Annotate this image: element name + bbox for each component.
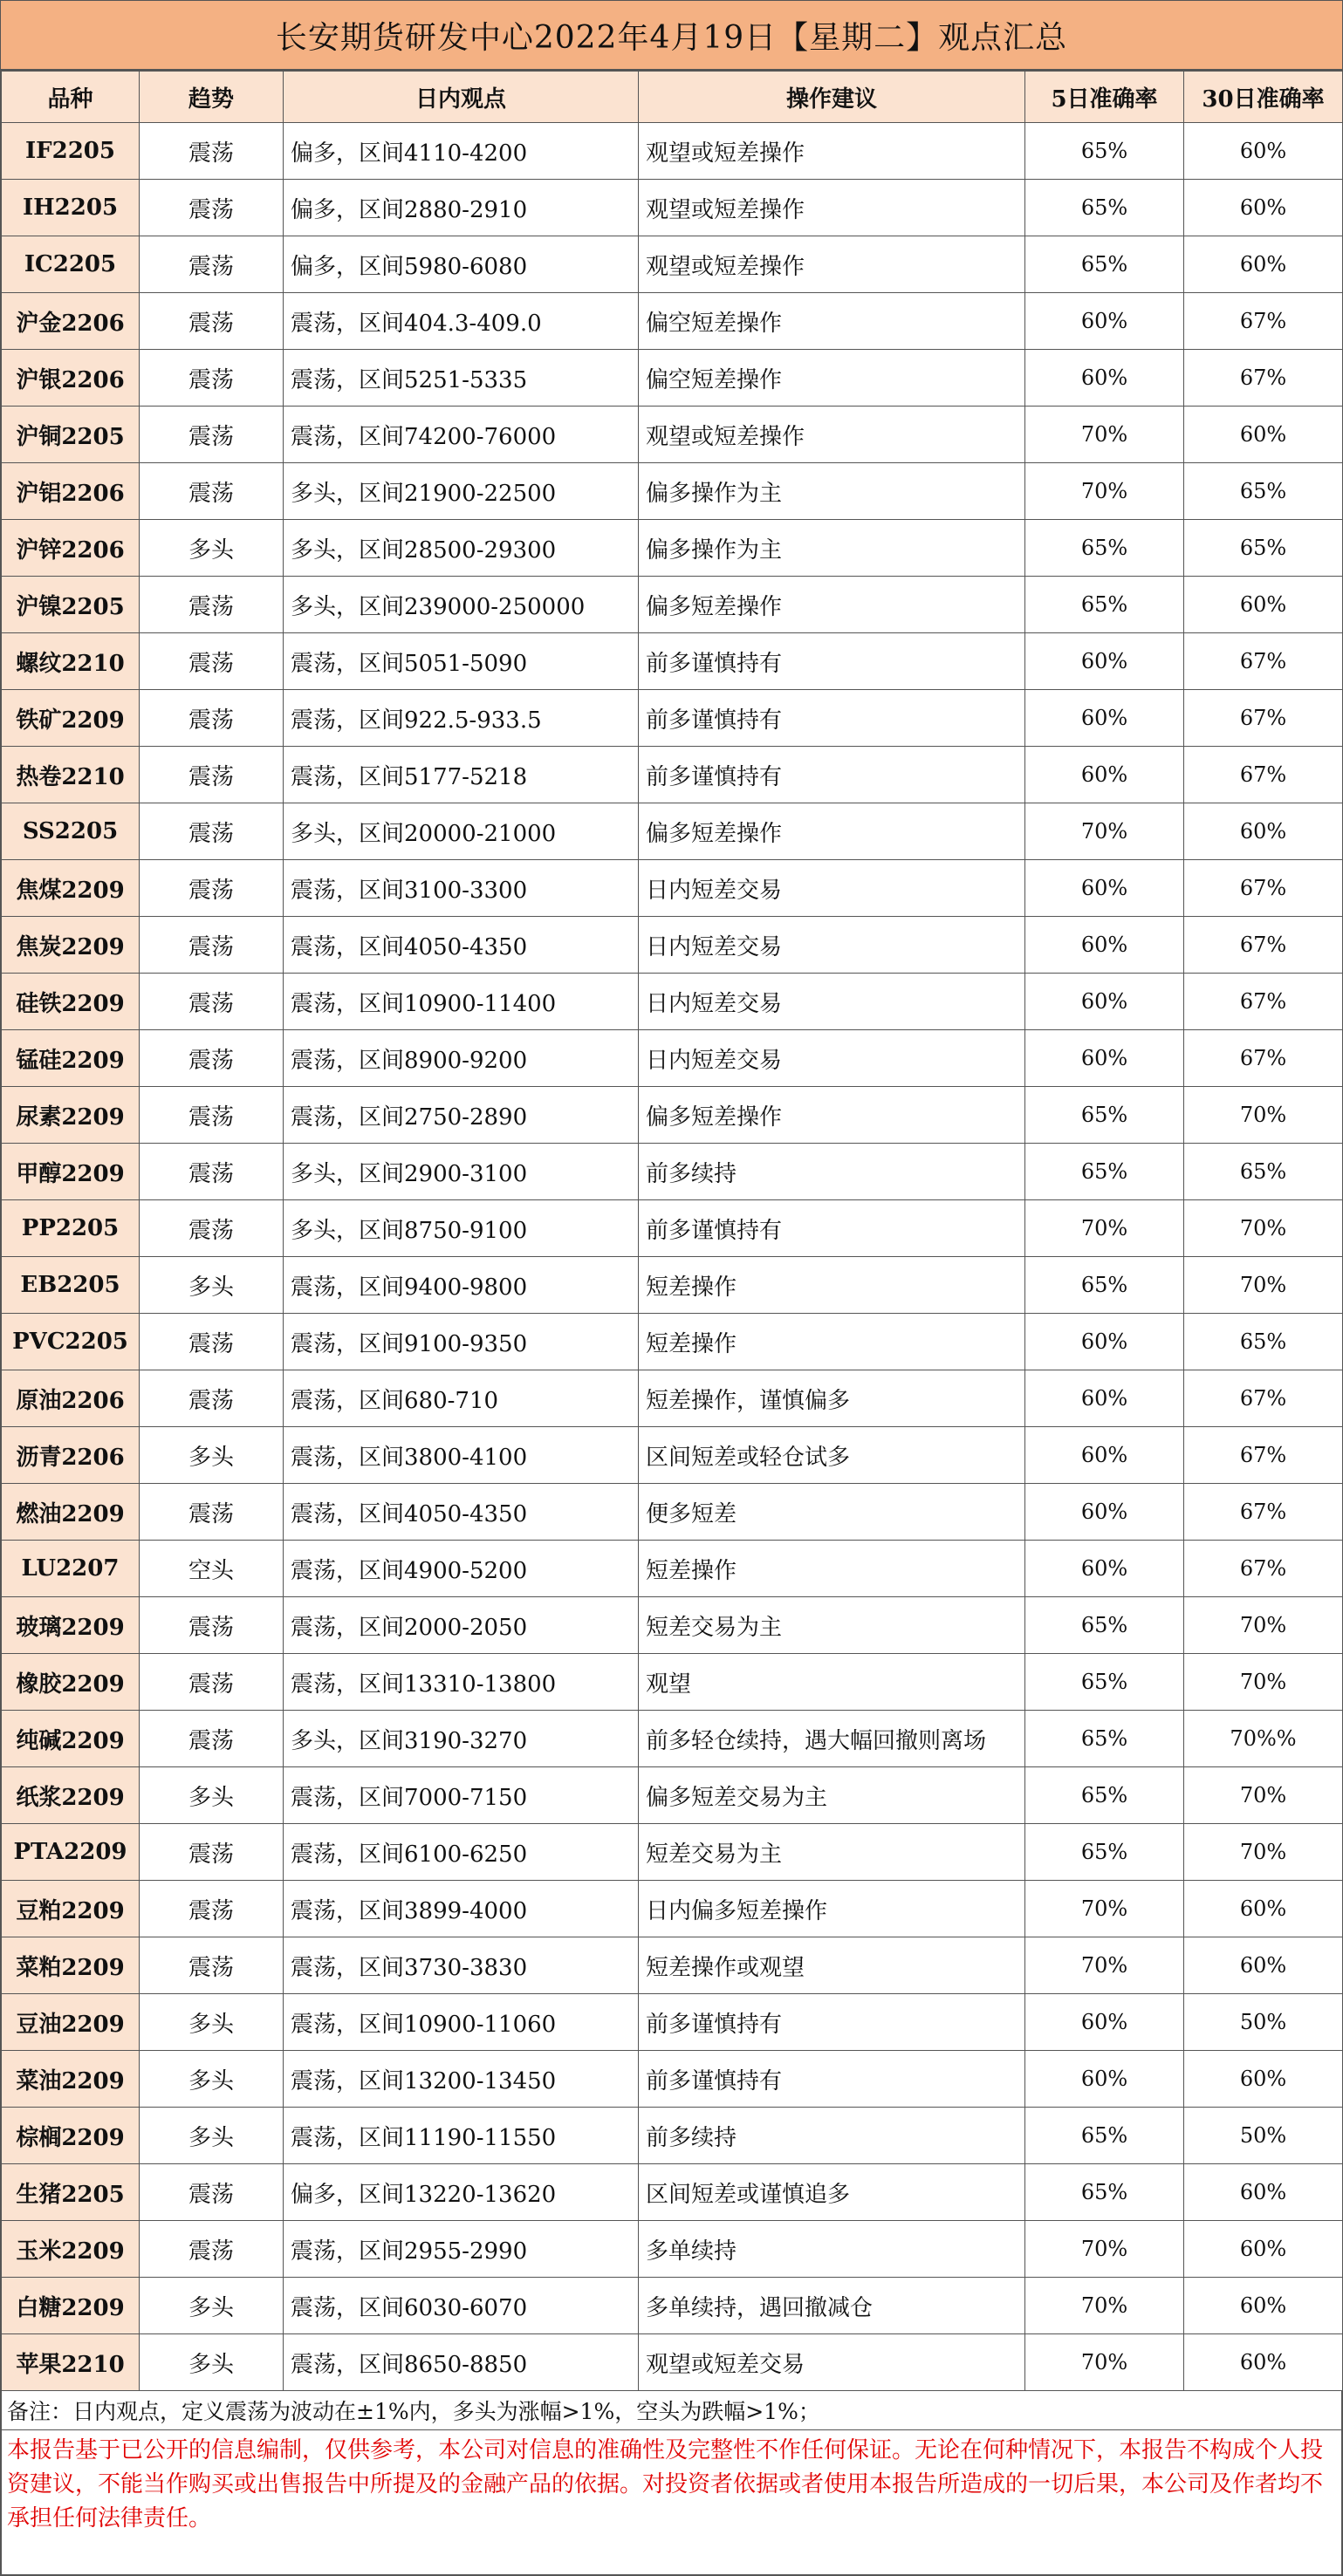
table-row — [2, 1484, 1343, 1541]
intraday-view-cell: 多头，区间28500-29300 — [284, 520, 639, 577]
variety-cell: 玻璃2209 — [2, 1597, 140, 1654]
trend-cell: 震荡 — [140, 633, 284, 690]
advice-cell: 观望或短差交易 — [639, 2334, 1025, 2391]
intraday-view-cell: 震荡，区间2000-2050 — [284, 1597, 639, 1654]
table-row — [2, 860, 1343, 917]
intraday-view-cell: 震荡，区间3100-3300 — [284, 860, 639, 917]
accuracy-5day-cell: 65% — [1025, 1767, 1184, 1824]
intraday-view-cell: 震荡，区间2750-2890 — [284, 1087, 639, 1144]
table-row — [2, 1030, 1343, 1087]
intraday-view-cell: 偏多，区间4110-4200 — [284, 123, 639, 180]
advice-cell: 偏空短差操作 — [639, 293, 1025, 350]
intraday-view-cell: 震荡，区间74200-76000 — [284, 407, 639, 463]
table-row — [2, 2164, 1343, 2221]
accuracy-5day-cell: 60% — [1025, 633, 1184, 690]
variety-cell: 纸浆2209 — [2, 1767, 140, 1824]
table-row — [2, 1314, 1343, 1370]
advice-cell: 前多轻仓续持，遇大幅回撤则离场 — [639, 1711, 1025, 1767]
report-title: 长安期货研发中心2022年4月19日【星期二】观点汇总 — [1, 1, 1342, 71]
accuracy-5day-cell: 70% — [1025, 803, 1184, 860]
trend-cell: 震荡 — [140, 123, 284, 180]
variety-cell: 沪铜2205 — [2, 407, 140, 463]
table-row — [2, 407, 1343, 463]
accuracy-5day-cell: 70% — [1025, 407, 1184, 463]
header-row — [2, 72, 1343, 123]
intraday-view-cell: 震荡，区间13200-13450 — [284, 2051, 639, 2108]
accuracy-5day-cell: 65% — [1025, 236, 1184, 293]
advice-cell: 前多谨慎持有 — [639, 633, 1025, 690]
table-row — [2, 803, 1343, 860]
accuracy-5day-cell: 60% — [1025, 690, 1184, 747]
advice-cell: 观望 — [639, 1654, 1025, 1711]
table-row — [2, 633, 1343, 690]
advice-cell: 偏空短差操作 — [639, 350, 1025, 407]
variety-cell: SS2205 — [2, 803, 140, 860]
intraday-view-cell: 多头，区间239000-250000 — [284, 577, 639, 633]
trend-cell: 多头 — [140, 1257, 284, 1314]
accuracy-30day-cell: 70%% — [1184, 1711, 1343, 1767]
accuracy-30day-cell: 67% — [1184, 690, 1343, 747]
advice-cell: 短差操作，谨慎偏多 — [639, 1370, 1025, 1427]
advice-cell: 短差交易为主 — [639, 1824, 1025, 1881]
intraday-view-cell: 震荡，区间13310-13800 — [284, 1654, 639, 1711]
intraday-view-cell: 多头，区间20000-21000 — [284, 803, 639, 860]
advice-cell: 偏多短差交易为主 — [639, 1767, 1025, 1824]
accuracy-5day-cell: 60% — [1025, 1541, 1184, 1597]
accuracy-5day-cell: 70% — [1025, 2278, 1184, 2334]
advice-cell: 日内短差交易 — [639, 1030, 1025, 1087]
accuracy-5day-cell: 65% — [1025, 1824, 1184, 1881]
advice-cell: 区间短差或轻仓试多 — [639, 1427, 1025, 1484]
variety-cell: 白糖2209 — [2, 2278, 140, 2334]
accuracy-30day-cell: 50% — [1184, 2108, 1343, 2164]
accuracy-30day-cell: 65% — [1184, 520, 1343, 577]
table-row — [2, 577, 1343, 633]
advice-cell: 偏多短差操作 — [639, 577, 1025, 633]
advice-cell: 多单续持 — [639, 2221, 1025, 2278]
intraday-view-cell: 震荡，区间4900-5200 — [284, 1541, 639, 1597]
advice-cell: 多单续持，遇回撤减仓 — [639, 2278, 1025, 2334]
variety-cell: 苹果2210 — [2, 2334, 140, 2391]
accuracy-5day-cell: 60% — [1025, 293, 1184, 350]
accuracy-5day-cell: 60% — [1025, 917, 1184, 974]
variety-cell: 沪银2206 — [2, 350, 140, 407]
trend-cell: 震荡 — [140, 1597, 284, 1654]
advice-cell: 短差操作或观望 — [639, 1937, 1025, 1994]
trend-cell: 震荡 — [140, 1654, 284, 1711]
intraday-view-cell: 偏多，区间2880-2910 — [284, 180, 639, 236]
accuracy-30day-cell: 70% — [1184, 1824, 1343, 1881]
variety-cell: 螺纹2210 — [2, 633, 140, 690]
trend-cell: 多头 — [140, 1767, 284, 1824]
accuracy-30day-cell: 70% — [1184, 1654, 1343, 1711]
trend-cell: 震荡 — [140, 463, 284, 520]
trend-cell: 多头 — [140, 2108, 284, 2164]
accuracy-5day-cell: 70% — [1025, 1937, 1184, 1994]
table-row — [2, 1937, 1343, 1994]
accuracy-30day-cell: 67% — [1184, 917, 1343, 974]
intraday-view-cell: 震荡，区间11190-11550 — [284, 2108, 639, 2164]
advice-cell: 前多续持 — [639, 1144, 1025, 1200]
trend-cell: 震荡 — [140, 2164, 284, 2221]
intraday-view-cell: 震荡，区间3899-4000 — [284, 1881, 639, 1937]
accuracy-5day-cell: 60% — [1025, 1314, 1184, 1370]
table-body — [2, 123, 1343, 2391]
variety-cell: IF2205 — [2, 123, 140, 180]
table-row — [2, 180, 1343, 236]
variety-cell: 原油2206 — [2, 1370, 140, 1427]
variety-cell: 铁矿2209 — [2, 690, 140, 747]
table-row — [2, 2221, 1343, 2278]
table-row — [2, 1654, 1343, 1711]
accuracy-30day-cell: 60% — [1184, 2334, 1343, 2391]
table-row — [2, 747, 1343, 803]
accuracy-5day-cell: 65% — [1025, 577, 1184, 633]
variety-cell: 焦炭2209 — [2, 917, 140, 974]
trend-cell: 震荡 — [140, 180, 284, 236]
intraday-view-cell: 多头，区间2900-3100 — [284, 1144, 639, 1200]
accuracy-30day-cell: 67% — [1184, 1370, 1343, 1427]
variety-cell: 棕榈2209 — [2, 2108, 140, 2164]
variety-cell: 甲醇2209 — [2, 1144, 140, 1200]
accuracy-30day-cell: 70% — [1184, 1767, 1343, 1824]
intraday-view-cell: 震荡，区间922.5-933.5 — [284, 690, 639, 747]
variety-cell: 玉米2209 — [2, 2221, 140, 2278]
table-row — [2, 1541, 1343, 1597]
col-header-5day-accuracy: 5日准确率 — [1025, 72, 1184, 123]
advice-cell: 偏多短差操作 — [639, 803, 1025, 860]
trend-cell: 震荡 — [140, 1824, 284, 1881]
variety-cell: IC2205 — [2, 236, 140, 293]
variety-cell: 菜粕2209 — [2, 1937, 140, 1994]
accuracy-30day-cell: 60% — [1184, 180, 1343, 236]
accuracy-30day-cell: 67% — [1184, 747, 1343, 803]
accuracy-5day-cell: 65% — [1025, 1257, 1184, 1314]
intraday-view-cell: 震荡，区间2955-2990 — [284, 2221, 639, 2278]
table-row — [2, 1881, 1343, 1937]
intraday-view-cell: 震荡，区间8650-8850 — [284, 2334, 639, 2391]
footnote: 备注：日内观点，定义震荡为波动在±1%内，多头为涨幅>1%，空头为跌幅>1%； — [1, 2391, 1342, 2430]
intraday-view-cell: 震荡，区间5051-5090 — [284, 633, 639, 690]
variety-cell: 沪铝2206 — [2, 463, 140, 520]
variety-cell: 沥青2206 — [2, 1427, 140, 1484]
trend-cell: 震荡 — [140, 1087, 284, 1144]
advice-cell: 前多续持 — [639, 2108, 1025, 2164]
accuracy-30day-cell: 60% — [1184, 1937, 1343, 1994]
trend-cell: 多头 — [140, 2334, 284, 2391]
trend-cell: 多头 — [140, 1994, 284, 2051]
intraday-view-cell: 震荡，区间404.3-409.0 — [284, 293, 639, 350]
variety-cell: LU2207 — [2, 1541, 140, 1597]
trend-cell: 震荡 — [140, 236, 284, 293]
advice-cell: 便多短差 — [639, 1484, 1025, 1541]
trend-cell: 震荡 — [140, 1200, 284, 1257]
table-row — [2, 236, 1343, 293]
accuracy-5day-cell: 70% — [1025, 463, 1184, 520]
table-row — [2, 293, 1343, 350]
advice-cell: 短差操作 — [639, 1541, 1025, 1597]
trend-cell: 震荡 — [140, 974, 284, 1030]
disclaimer: 本报告基于已公开的信息编制，仅供参考，本公司对信息的准确性及完整性不作任何保证。无论在何种情况下，本报告不构成个人投资建议，不能当作购买或出售报告中所提及的金融产品的依据。对投资者依据或者使用本报告所造成的一切后果，本公司及作者均不承担任何法律责任。 — [1, 2430, 1342, 2575]
trend-cell: 震荡 — [140, 747, 284, 803]
accuracy-5day-cell: 65% — [1025, 123, 1184, 180]
intraday-view-cell: 偏多，区间13220-13620 — [284, 2164, 639, 2221]
intraday-view-cell: 震荡，区间4050-4350 — [284, 917, 639, 974]
accuracy-5day-cell: 60% — [1025, 1994, 1184, 2051]
variety-cell: 豆粕2209 — [2, 1881, 140, 1937]
advice-cell: 日内短差交易 — [639, 974, 1025, 1030]
variety-cell: 生猪2205 — [2, 2164, 140, 2221]
trend-cell: 震荡 — [140, 1484, 284, 1541]
variety-cell: 纯碱2209 — [2, 1711, 140, 1767]
accuracy-30day-cell: 60% — [1184, 123, 1343, 180]
accuracy-30day-cell: 50% — [1184, 1994, 1343, 2051]
advice-cell: 观望或短差操作 — [639, 407, 1025, 463]
intraday-view-cell: 多头，区间8750-9100 — [284, 1200, 639, 1257]
table-row — [2, 1767, 1343, 1824]
advice-cell: 日内偏多短差操作 — [639, 1881, 1025, 1937]
accuracy-30day-cell: 67% — [1184, 860, 1343, 917]
advice-cell: 前多谨慎持有 — [639, 2051, 1025, 2108]
table-row — [2, 463, 1343, 520]
variety-cell: 菜油2209 — [2, 2051, 140, 2108]
accuracy-5day-cell: 60% — [1025, 974, 1184, 1030]
trend-cell: 震荡 — [140, 1937, 284, 1994]
advice-cell: 前多谨慎持有 — [639, 1994, 1025, 2051]
accuracy-30day-cell: 60% — [1184, 2278, 1343, 2334]
advice-cell: 前多谨慎持有 — [639, 1200, 1025, 1257]
intraday-view-cell: 震荡，区间680-710 — [284, 1370, 639, 1427]
advice-cell: 观望或短差操作 — [639, 123, 1025, 180]
accuracy-5day-cell: 65% — [1025, 2108, 1184, 2164]
views-table — [1, 71, 1343, 2391]
advice-cell: 前多谨慎持有 — [639, 747, 1025, 803]
accuracy-30day-cell: 65% — [1184, 1144, 1343, 1200]
accuracy-30day-cell: 70% — [1184, 1200, 1343, 1257]
accuracy-5day-cell: 60% — [1025, 1370, 1184, 1427]
accuracy-30day-cell: 60% — [1184, 407, 1343, 463]
trend-cell: 多头 — [140, 1427, 284, 1484]
col-header-advice: 操作建议 — [639, 72, 1025, 123]
accuracy-30day-cell: 65% — [1184, 1314, 1343, 1370]
variety-cell: 热卷2210 — [2, 747, 140, 803]
accuracy-5day-cell: 60% — [1025, 860, 1184, 917]
accuracy-30day-cell: 60% — [1184, 2051, 1343, 2108]
accuracy-30day-cell: 70% — [1184, 1257, 1343, 1314]
table-row — [2, 917, 1343, 974]
table-row — [2, 974, 1343, 1030]
intraday-view-cell: 震荡，区间10900-11400 — [284, 974, 639, 1030]
variety-cell: 硅铁2209 — [2, 974, 140, 1030]
accuracy-5day-cell: 65% — [1025, 520, 1184, 577]
variety-cell: PTA2209 — [2, 1824, 140, 1881]
table-row — [2, 1427, 1343, 1484]
trend-cell: 多头 — [140, 2278, 284, 2334]
intraday-view-cell: 震荡，区间4050-4350 — [284, 1484, 639, 1541]
accuracy-30day-cell: 67% — [1184, 633, 1343, 690]
table-row — [2, 1370, 1343, 1427]
accuracy-30day-cell: 65% — [1184, 463, 1343, 520]
intraday-view-cell: 震荡，区间8900-9200 — [284, 1030, 639, 1087]
trend-cell: 震荡 — [140, 1881, 284, 1937]
variety-cell: EB2205 — [2, 1257, 140, 1314]
intraday-view-cell: 震荡，区间9100-9350 — [284, 1314, 639, 1370]
trend-cell: 震荡 — [140, 690, 284, 747]
table-row — [2, 350, 1343, 407]
accuracy-5day-cell: 65% — [1025, 180, 1184, 236]
accuracy-5day-cell: 65% — [1025, 1654, 1184, 1711]
intraday-view-cell: 多头，区间3190-3270 — [284, 1711, 639, 1767]
accuracy-5day-cell: 65% — [1025, 2164, 1184, 2221]
table-row — [2, 520, 1343, 577]
table-row — [2, 1087, 1343, 1144]
variety-cell: 尿素2209 — [2, 1087, 140, 1144]
intraday-view-cell: 震荡，区间3800-4100 — [284, 1427, 639, 1484]
table-row — [2, 1257, 1343, 1314]
accuracy-30day-cell: 67% — [1184, 1484, 1343, 1541]
advice-cell: 短差操作 — [639, 1257, 1025, 1314]
trend-cell: 震荡 — [140, 1314, 284, 1370]
intraday-view-cell: 震荡，区间6030-6070 — [284, 2278, 639, 2334]
advice-cell: 前多谨慎持有 — [639, 690, 1025, 747]
intraday-view-cell: 多头，区间21900-22500 — [284, 463, 639, 520]
table-row — [2, 2278, 1343, 2334]
intraday-view-cell: 震荡，区间9400-9800 — [284, 1257, 639, 1314]
accuracy-5day-cell: 70% — [1025, 1881, 1184, 1937]
variety-cell: 橡胶2209 — [2, 1654, 140, 1711]
advice-cell: 短差操作 — [639, 1314, 1025, 1370]
trend-cell: 震荡 — [140, 803, 284, 860]
trend-cell: 震荡 — [140, 293, 284, 350]
accuracy-30day-cell: 60% — [1184, 577, 1343, 633]
accuracy-30day-cell: 60% — [1184, 803, 1343, 860]
accuracy-30day-cell: 67% — [1184, 1030, 1343, 1087]
trend-cell: 震荡 — [140, 407, 284, 463]
accuracy-5day-cell: 60% — [1025, 2051, 1184, 2108]
variety-cell: PVC2205 — [2, 1314, 140, 1370]
trend-cell: 震荡 — [140, 350, 284, 407]
table-row — [2, 2051, 1343, 2108]
accuracy-5day-cell: 65% — [1025, 1711, 1184, 1767]
advice-cell: 偏多操作为主 — [639, 463, 1025, 520]
intraday-view-cell: 震荡，区间5177-5218 — [284, 747, 639, 803]
accuracy-5day-cell: 60% — [1025, 1427, 1184, 1484]
table-row — [2, 1200, 1343, 1257]
accuracy-5day-cell: 70% — [1025, 2221, 1184, 2278]
advice-cell: 观望或短差操作 — [639, 236, 1025, 293]
table-row — [2, 2108, 1343, 2164]
variety-cell: PP2205 — [2, 1200, 140, 1257]
accuracy-5day-cell: 70% — [1025, 2334, 1184, 2391]
table-row — [2, 2334, 1343, 2391]
accuracy-5day-cell: 60% — [1025, 350, 1184, 407]
advice-cell: 日内短差交易 — [639, 917, 1025, 974]
accuracy-30day-cell: 67% — [1184, 293, 1343, 350]
variety-cell: 沪锌2206 — [2, 520, 140, 577]
trend-cell: 震荡 — [140, 1144, 284, 1200]
variety-cell: 锰硅2209 — [2, 1030, 140, 1087]
advice-cell: 偏多短差操作 — [639, 1087, 1025, 1144]
trend-cell: 震荡 — [140, 2221, 284, 2278]
table-row — [2, 1824, 1343, 1881]
trend-cell: 震荡 — [140, 1711, 284, 1767]
variety-cell: 燃油2209 — [2, 1484, 140, 1541]
trend-cell: 多头 — [140, 2051, 284, 2108]
accuracy-5day-cell: 60% — [1025, 1030, 1184, 1087]
col-header-trend: 趋势 — [140, 72, 284, 123]
variety-cell: 焦煤2209 — [2, 860, 140, 917]
accuracy-5day-cell: 65% — [1025, 1144, 1184, 1200]
accuracy-30day-cell: 60% — [1184, 2221, 1343, 2278]
col-header-variety: 品种 — [2, 72, 140, 123]
accuracy-5day-cell: 65% — [1025, 1597, 1184, 1654]
accuracy-5day-cell: 60% — [1025, 1484, 1184, 1541]
variety-cell: 豆油2209 — [2, 1994, 140, 2051]
col-header-intraday-view: 日内观点 — [284, 72, 639, 123]
accuracy-30day-cell: 67% — [1184, 1427, 1343, 1484]
intraday-view-cell: 震荡，区间5251-5335 — [284, 350, 639, 407]
intraday-view-cell: 偏多，区间5980-6080 — [284, 236, 639, 293]
trend-cell: 空头 — [140, 1541, 284, 1597]
table-row — [2, 690, 1343, 747]
advice-cell: 短差交易为主 — [639, 1597, 1025, 1654]
advice-cell: 观望或短差操作 — [639, 180, 1025, 236]
accuracy-30day-cell: 60% — [1184, 1881, 1343, 1937]
accuracy-30day-cell: 67% — [1184, 974, 1343, 1030]
intraday-view-cell: 震荡，区间6100-6250 — [284, 1824, 639, 1881]
trend-cell: 震荡 — [140, 1030, 284, 1087]
trend-cell: 震荡 — [140, 917, 284, 974]
advice-cell: 区间短差或谨慎追多 — [639, 2164, 1025, 2221]
accuracy-30day-cell: 67% — [1184, 350, 1343, 407]
intraday-view-cell: 震荡，区间10900-11060 — [284, 1994, 639, 2051]
intraday-view-cell: 震荡，区间7000-7150 — [284, 1767, 639, 1824]
advice-cell: 偏多操作为主 — [639, 520, 1025, 577]
table-row — [2, 1994, 1343, 2051]
table-row — [2, 1711, 1343, 1767]
accuracy-30day-cell: 70% — [1184, 1597, 1343, 1654]
trend-cell: 震荡 — [140, 860, 284, 917]
accuracy-30day-cell: 60% — [1184, 2164, 1343, 2221]
variety-cell: 沪镍2205 — [2, 577, 140, 633]
variety-cell: IH2205 — [2, 180, 140, 236]
accuracy-5day-cell: 65% — [1025, 1087, 1184, 1144]
advice-cell: 日内短差交易 — [639, 860, 1025, 917]
intraday-view-cell: 震荡，区间3730-3830 — [284, 1937, 639, 1994]
accuracy-5day-cell: 70% — [1025, 1200, 1184, 1257]
table-row — [2, 1144, 1343, 1200]
col-header-30day-accuracy: 30日准确率 — [1184, 72, 1343, 123]
accuracy-5day-cell: 60% — [1025, 747, 1184, 803]
table-row — [2, 1597, 1343, 1654]
trend-cell: 震荡 — [140, 577, 284, 633]
trend-cell: 震荡 — [140, 1370, 284, 1427]
accuracy-30day-cell: 70% — [1184, 1087, 1343, 1144]
table-row — [2, 123, 1343, 180]
accuracy-30day-cell: 67% — [1184, 1541, 1343, 1597]
variety-cell: 沪金2206 — [2, 293, 140, 350]
trend-cell: 多头 — [140, 520, 284, 577]
accuracy-30day-cell: 60% — [1184, 236, 1343, 293]
